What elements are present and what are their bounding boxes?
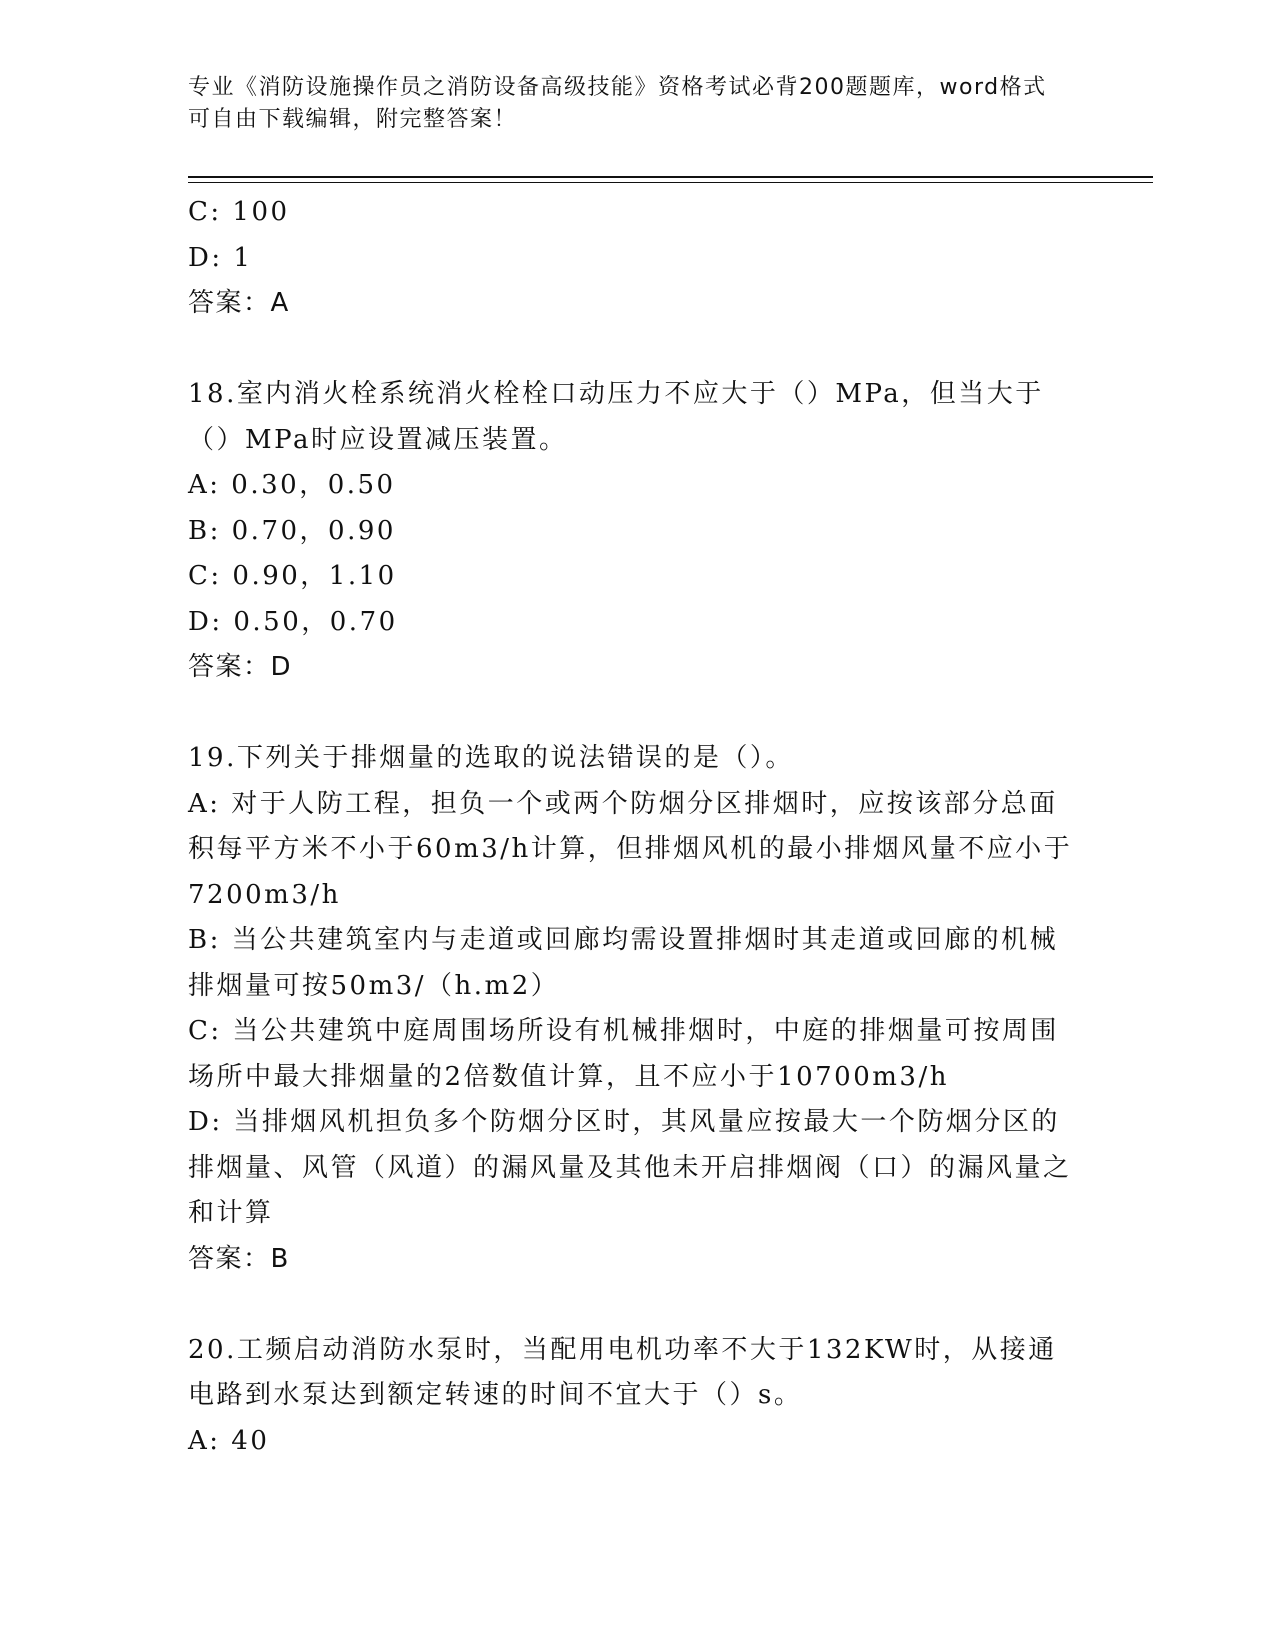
- question-20: [188, 1328, 1073, 1465]
- document-header: 专业《消防设施操作员之消防设备高级技能》资格考试必背200题题库，word格式可自由下载编辑，附完整答案！: [188, 75, 1047, 132]
- option-a: A: 0.30，0.50: [188, 470, 396, 500]
- spacer: [188, 327, 1073, 373]
- prev-option-d: D: 1: [188, 242, 253, 273]
- header-divider: [188, 176, 1153, 178]
- question-stem: 19.下列关于排烟量的选取的说法错误的是（）。: [188, 743, 794, 773]
- prev-answer: 答案：A: [188, 288, 290, 318]
- spacer: [188, 1282, 1073, 1328]
- question-stem: 18.室内消火栓系统消火栓栓口动压力不应大于（）MPa，但当大于（）MPa时应设置减压装置。: [188, 379, 1044, 455]
- question-18: [188, 372, 1073, 691]
- option-d: D: 0.50，0.70: [188, 606, 398, 637]
- question-content: [188, 190, 1073, 1464]
- option-b: B: 当公共建筑室内与走道或回廊均需设置排烟时其走道或回廊的机械排烟量可按50m3/（h.m2）: [188, 925, 1059, 1001]
- prev-option-c: C: 100: [188, 197, 290, 227]
- header-divider-thin: [188, 182, 1153, 183]
- option-a: A: 40: [188, 1425, 270, 1456]
- answer: 答案：D: [188, 652, 293, 682]
- question-19: [188, 736, 1073, 1282]
- spacer: [188, 691, 1073, 737]
- option-b: B: 0.70，0.90: [188, 515, 396, 546]
- question-stem: 20.工频启动消防水泵时，当配用电机功率不大于132KW时，从接通电路到水泵达到额定转速的时间不宜大于（）s。: [188, 1334, 1057, 1410]
- option-c: C: 0.90，1.10: [188, 561, 397, 591]
- option-c: C: 当公共建筑中庭周围场所设有机械排烟时，中庭的排烟量可按周围场所中最大排烟量的2倍数值计算，且不应小于10700m3/h: [188, 1016, 1059, 1092]
- option-d: D: 当排烟风机担负多个防烟分区时，其风量应按最大一个防烟分区的排烟量、风管（风道）的漏风量及其他未开启排烟阀（口）的漏风量之和计算: [188, 1107, 1072, 1228]
- option-a: A: 对于人防工程，担负一个或两个防烟分区排烟时，应按该部分总面积每平方米不小于60m3/h计算，但排烟风机的最小排烟风量不应小于7200m3/h: [188, 788, 1073, 910]
- answer: 答案：B: [188, 1243, 290, 1274]
